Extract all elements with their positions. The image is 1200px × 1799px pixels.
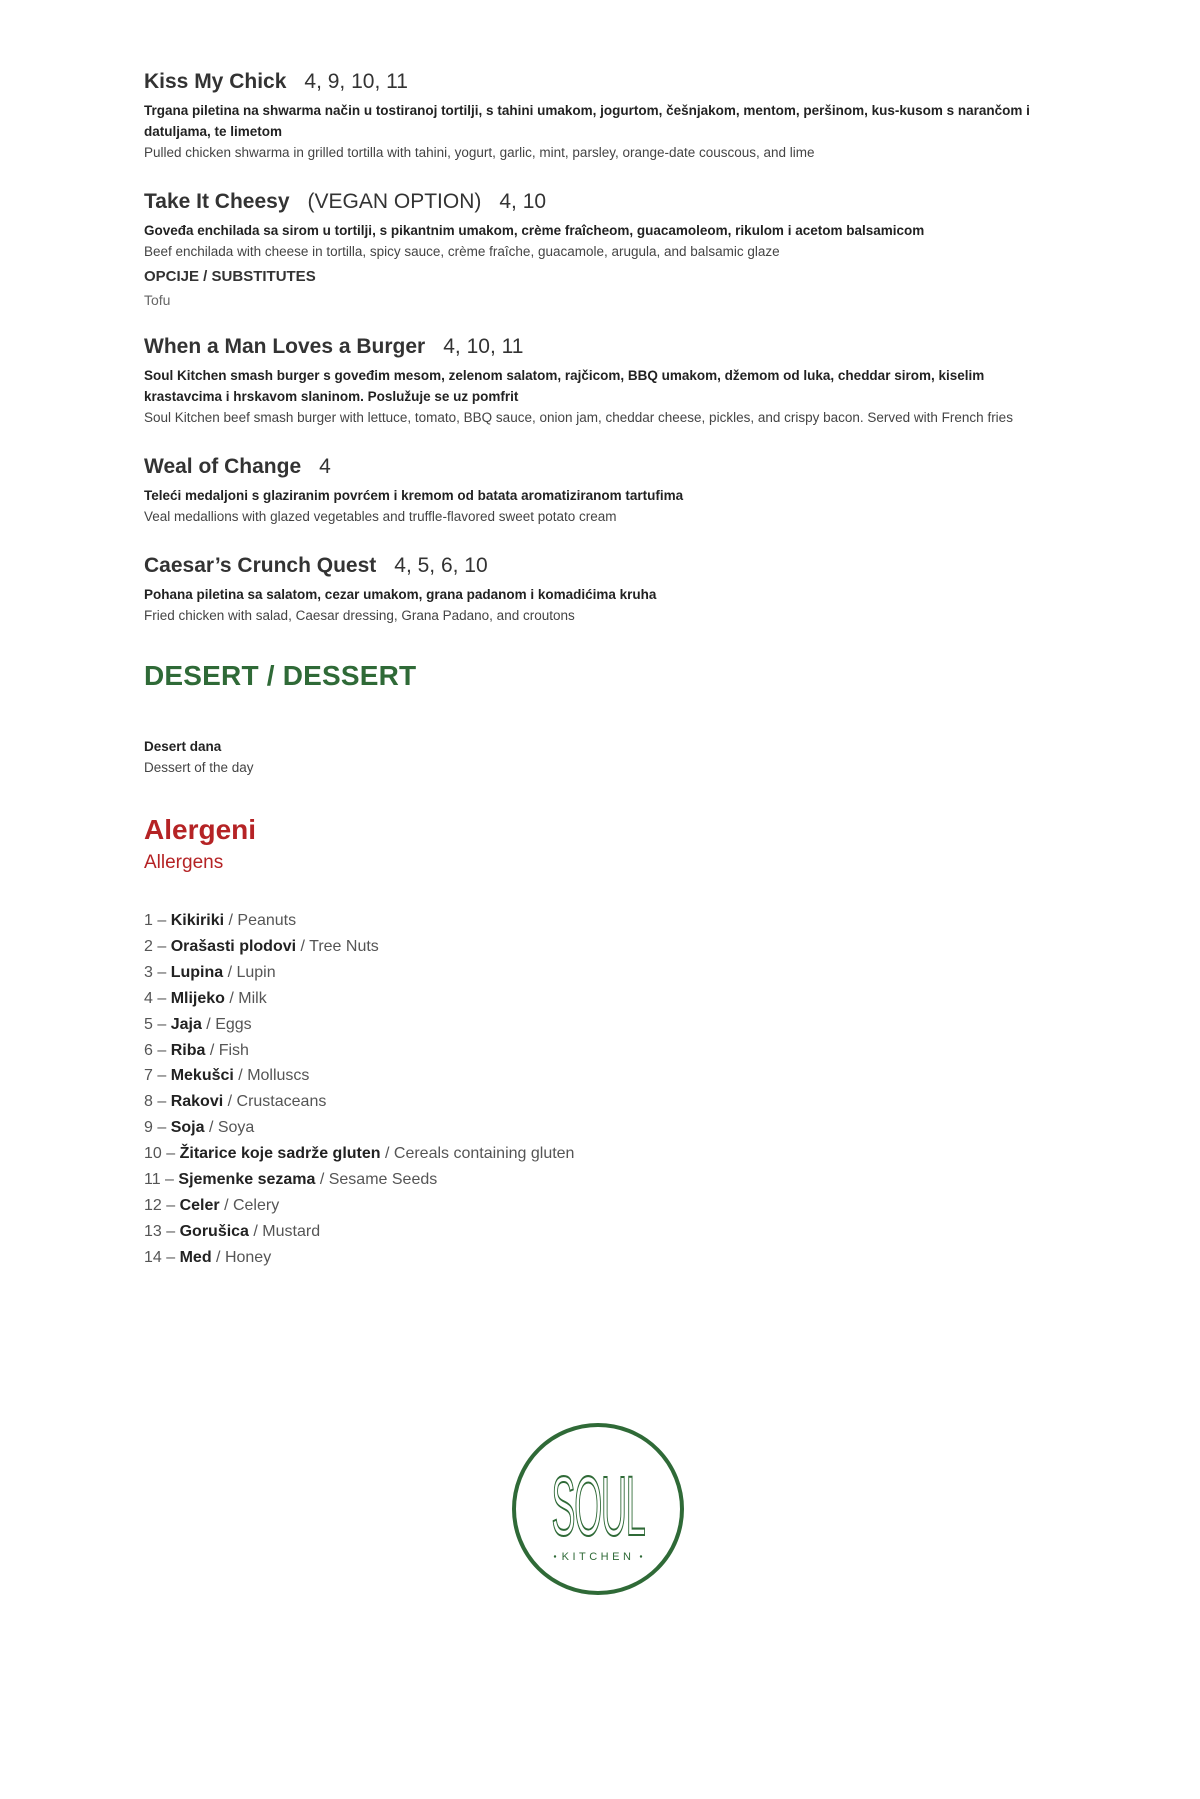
allergen-number: 12 –	[144, 1196, 176, 1214]
allergen-item	[144, 1012, 1064, 1038]
menu-item-allergens: 4, 10, 11	[443, 335, 524, 358]
menu-page	[144, 70, 1064, 1287]
menu-item-name: Weal of Change	[144, 455, 302, 478]
menu-item-name: Caesar’s Crunch Quest	[144, 554, 377, 577]
allergen-number: 3 –	[144, 963, 167, 981]
menu-item-header	[144, 190, 1064, 214]
allergen-name-hr: Orašasti plodovi	[170, 937, 297, 955]
menu-item-description-hr: Soul Kitchen smash burger s goveđim mesom, zelenom salatom, rajčicom, BBQ umakom, džemom od luka, cheddar sirom, kiselim krastavcima i hrskavom slaninom. Poslužuje se uz pomfrit	[144, 368, 985, 404]
allergen-name-hr: Rakovi	[170, 1093, 224, 1111]
allergen-number: 1 –	[144, 912, 167, 929]
menu-item-description-en: Beef enchilada with cheese in tortilla, spicy sauce, crème fraîche, guacamole, arugula, and balsamic glaze	[144, 244, 780, 259]
allergen-number: 10 –	[144, 1145, 176, 1163]
allergen-item	[144, 1038, 1064, 1064]
allergen-name-hr: Celer	[179, 1196, 220, 1214]
allergen-number: 13 –	[144, 1222, 176, 1240]
allergen-item	[144, 1141, 1064, 1167]
allergen-number: 5 –	[144, 1015, 167, 1033]
menu-item-allergens: 4, 9, 10, 11	[304, 70, 408, 93]
menu-item-header	[144, 455, 1064, 479]
allergen-name-en: / Celery	[224, 1196, 280, 1214]
allergen-item	[144, 1193, 1064, 1219]
logo-dot-left	[554, 1555, 556, 1557]
allergen-number: 8 –	[144, 1093, 167, 1111]
allergen-name-hr: Riba	[170, 1041, 206, 1059]
allergen-name-hr: Med	[179, 1248, 212, 1266]
allergen-name-en: / Soya	[208, 1119, 255, 1137]
allergen-item	[144, 1167, 1064, 1193]
menu-item-header	[144, 554, 1064, 578]
logo-dot-right	[640, 1555, 642, 1557]
allergen-name-hr: Žitarice koje sadrže gluten	[179, 1145, 381, 1163]
allergens-subtitle: Allergens	[144, 852, 224, 873]
allergen-number: 2 –	[144, 937, 167, 955]
logo-subword: KITCHEN	[561, 1551, 635, 1563]
menu-item-name: When a Man Loves a Burger	[144, 335, 426, 358]
options-value: Tofu	[144, 292, 171, 308]
allergen-number: 6 –	[144, 1041, 167, 1059]
allergen-name-hr: Mekušci	[170, 1067, 234, 1085]
dessert-section-title: DESERT / DESSERT	[144, 660, 417, 691]
menu-item	[144, 190, 1064, 308]
menu-item	[144, 335, 1064, 428]
allergen-item	[144, 934, 1064, 960]
allergen-name-hr: Jaja	[170, 1015, 202, 1033]
menu-item-allergens: 4, 5, 6, 10	[394, 554, 488, 577]
allergen-number: 9 –	[144, 1119, 167, 1137]
menu-item-description-hr: Teleći medaljoni s glaziranim povrćem i kremom od batata aromatiziranom tartufima	[144, 488, 684, 503]
vegan-option-tag: (VEGAN OPTION)	[307, 190, 482, 213]
menu-item-description-en: Veal medallions with glazed vegetables and truffle-flavored sweet potato cream	[144, 509, 617, 524]
allergen-name-hr: Lupina	[170, 963, 224, 981]
soul-kitchen-logo	[511, 1422, 685, 1596]
allergen-name-en: / Tree Nuts	[300, 937, 379, 955]
allergen-name-en: / Molluscs	[238, 1067, 310, 1085]
allergen-name-en: / Honey	[216, 1248, 272, 1266]
menu-item	[144, 70, 1064, 163]
dessert-name-en: Dessert of the day	[144, 760, 254, 775]
allergen-name-hr: Mlijeko	[170, 989, 225, 1007]
allergen-name-en: / Lupin	[227, 963, 276, 981]
menu-item-description-en: Fried chicken with salad, Caesar dressing, Grana Padano, and croutons	[144, 608, 575, 623]
allergen-list	[144, 908, 1064, 1271]
menu-item-header	[144, 70, 1064, 94]
allergen-number: 11 –	[144, 1171, 174, 1189]
menu-item-description-en: Soul Kitchen beef smash burger with lettuce, tomato, BBQ sauce, onion jam, cheddar cheese, pickles, and crispy bacon. Served with French fries	[144, 410, 1013, 425]
allergen-number: 7 –	[144, 1067, 167, 1085]
allergen-name-en: / Eggs	[206, 1015, 252, 1033]
allergen-name-en: / Crustaceans	[227, 1093, 327, 1111]
menu-item-description-hr: Goveđa enchilada sa sirom u tortilji, s pikantnim umakom, crème fraîcheom, guacamoleom, rikulom i acetom balsamicom	[144, 223, 925, 238]
menu-item-description-hr: Trgana piletina na shwarma način u tostiranoj tortilji, s tahini umakom, jogurtom, češnjakom, mentom, peršinom, kus-kusom s narančom i datuljama, te limetom	[144, 103, 1030, 139]
allergen-name-en: / Peanuts	[228, 912, 297, 929]
logo-word: SOUL	[551, 1458, 645, 1554]
allergen-item	[144, 1219, 1064, 1245]
menu-item	[144, 554, 1064, 626]
allergen-name-en: / Sesame Seeds	[319, 1171, 438, 1189]
allergen-item	[144, 986, 1064, 1012]
allergen-name-hr: Gorušica	[179, 1222, 249, 1240]
allergen-name-hr: Sjemenke sezama	[178, 1171, 316, 1189]
allergen-item	[144, 1089, 1064, 1115]
allergen-name-en: / Mustard	[253, 1222, 321, 1240]
allergen-item	[144, 908, 1064, 934]
allergen-number: 14 –	[144, 1248, 176, 1266]
menu-item-description-hr: Pohana piletina sa salatom, cezar umakom, grana padanom i komadićima kruha	[144, 587, 657, 602]
allergen-name-hr: Kikiriki	[170, 912, 225, 929]
allergen-item	[144, 1115, 1064, 1141]
menu-item-allergens: 4, 10	[499, 190, 547, 213]
options-label: OPCIJE / SUBSTITUTES	[144, 268, 316, 285]
allergen-item	[144, 960, 1064, 986]
allergen-item	[144, 1063, 1064, 1089]
allergen-item	[144, 1245, 1064, 1271]
allergens-title: Alergeni	[144, 814, 257, 845]
dessert-name-hr: Desert dana	[144, 739, 222, 754]
allergen-name-en: / Cereals containing gluten	[385, 1145, 575, 1163]
allergen-name-hr: Soja	[170, 1119, 205, 1137]
menu-item-allergens: 4	[319, 455, 331, 478]
allergen-number: 4 –	[144, 989, 167, 1007]
allergen-name-en: / Fish	[209, 1041, 249, 1059]
menu-item-header	[144, 335, 1064, 359]
menu-item-name: Kiss My Chick	[144, 70, 287, 93]
menu-item	[144, 455, 1064, 527]
allergen-name-en: / Milk	[229, 989, 267, 1007]
menu-item-name: Take It Cheesy	[144, 190, 290, 213]
menu-item-description-en: Pulled chicken shwarma in grilled tortilla with tahini, yogurt, garlic, mint, parsley, orange-date couscous, and lime	[144, 145, 815, 160]
